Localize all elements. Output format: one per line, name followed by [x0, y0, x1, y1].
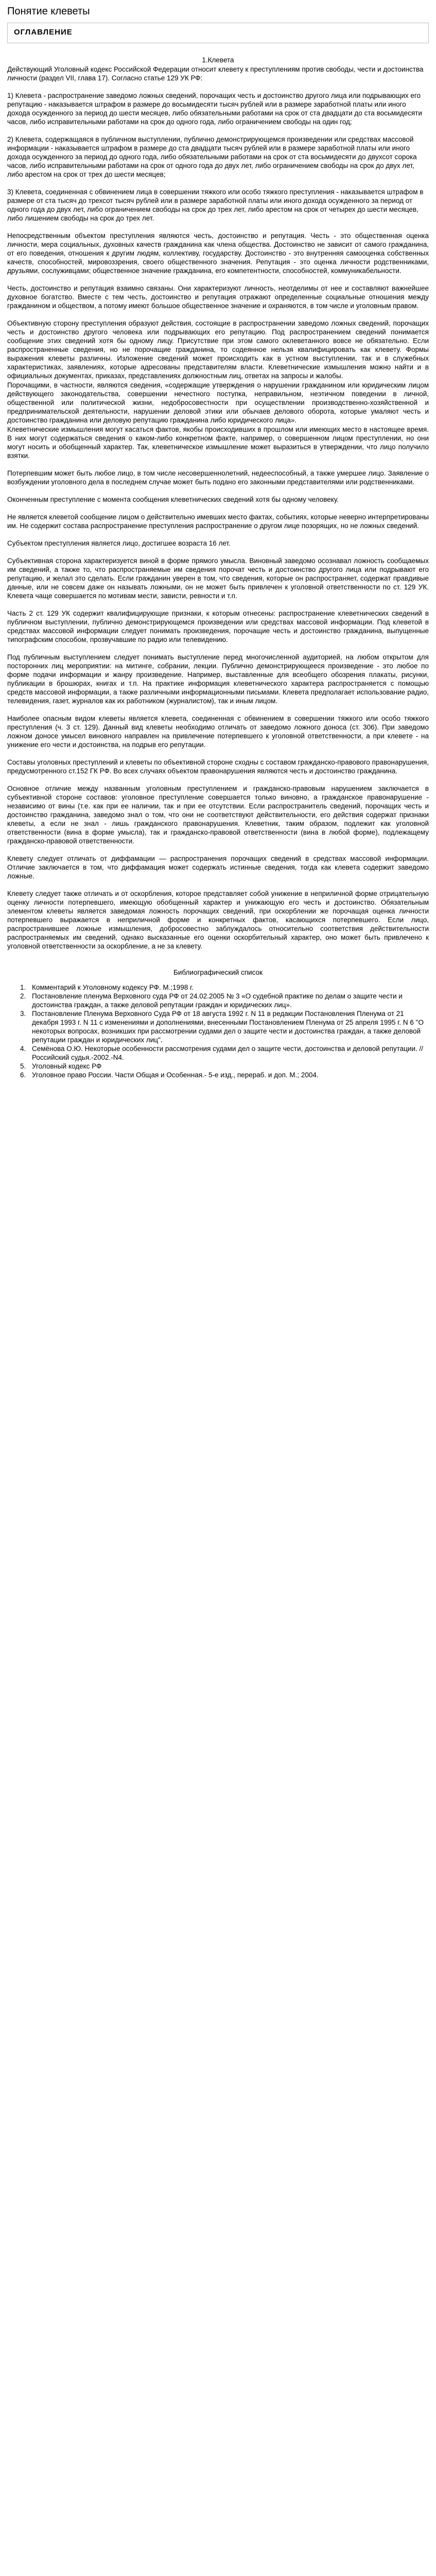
- bibliography-title: Библиографический список: [173, 969, 263, 976]
- intro-paragraph: 3) Клевета, соединенная с обвинением лица в совершении тяжкого или особо тяжкого преступления - наказывается штрафом в размере от ста тысяч до трехсот тысяч рублей или в размере заработной платы или иного дохода осужденного за период от одного года до двух лет, либо ограничением свободы на срок до трех лет, либо арестом на срок от четырех до шести месяцев, либо лишением свободы на срок до трех лет.: [7, 188, 424, 222]
- bibliography-item: 6. Уголовное право России. Части Общая и Особенная.- 5-е изд., перераб. и доп. М.; 2004.: [28, 1071, 429, 1079]
- body-paragraph: Оконченным преступление с момента сообщения клеветнических сведений хотя бы одному человеку.: [7, 496, 339, 503]
- bibliography-item: 5. Уголовный кодекс РФ: [28, 1062, 429, 1071]
- intro-paragraph: 1) Клевета - распространение заведомо ложных сведений, порочащих честь и достоинство другого лица или подрывающих его репутацию - наказывается штрафом в размере до восьмидесяти тысяч рублей или в размере заработной платы или иного дохода осужденного за период до шести месяцев, либо обязательными работами на срок от ста двадцати до ста восьмидесяти часов, либо исправительными работами на срок до одного года, либо ограничением свободы на один год;: [7, 92, 422, 126]
- body-paragraph: Клевету следует отличать от диффамации — распространения порочащих сведений в средствах массовой информации. Отличие заключается в том, что диффамация может содержать истинные сведения, тогда как клевета содержит заведомо ложные.: [7, 855, 429, 880]
- bibliography-item: 4. Семёнова О.Ю. Некоторые особенности рассмотрения судами дел о защите чести, достоинства и деловой репутации. // Российский судья.-2002.-N4.: [28, 1044, 429, 1062]
- bibliography-list: [7, 983, 429, 1079]
- bibliography-item: 3. Постановление Пленума Верховного Суда РФ от 18 августа 1992 г. N 11 в редакции Постановления Пленума от 21 декабря 1993 г. N 11 с изменениями и дополнениями, внесенными Постановлением Пленума от 25 апреля 1995 г. N 6 "О некоторых вопросах, возникших при рассмотрении судами дел о защите чести и достоинства граждан, а также деловой репутации граждан и юридических лиц".: [28, 1009, 429, 1044]
- table-of-contents: [7, 23, 429, 43]
- document-page: [0, 0, 436, 1092]
- section-body: [7, 231, 429, 951]
- toc-heading: ОГЛАВЛЕНИЕ: [14, 28, 73, 37]
- body-paragraph: Наиболее опасным видом клеветы является клевета, соединенная с обвинением в совершении тяжкого или особо тяжкого преступления (ч. 3 ст. 129). Данный вид клеветы необходимо отличать от заведомо ложного доноса (ст. 306). При заведомо ложном доносе умысел виновного направлен на привлечение потерпевшего к уголовной ответственности, а при клевете - на унижение его чести и достоинства, на подрыв его репутации.: [7, 715, 429, 749]
- body-paragraph: Субъектом преступления является лицо, достигшее возраста 16 лет.: [7, 539, 231, 547]
- body-paragraph: Основное отличие между названным уголовным преступлением и гражданско-правовым нарушением заключается в субъективной стороне составов: уголовное преступление совершается только виновно, а гражданское правонарушение - независимо от вины (т.е. как при ее наличии, так и при ее отсутствии. Если распространитель сведений, порочащих честь и достоинство гражданина, заведомо знал о том, что они не соответствуют действительности, его действия содержат признаки клеветы, а если не знал - лишь гражданского правонарушения. Клеветник, таким образом, подлежит как уголовной ответственности (вина в форме умысла), так и гражданско-правовой ответственности (вина в любой форме), подлежащему гражданско-правовой ответственности.: [7, 785, 429, 845]
- body-paragraph: Субъективная сторона характеризуется виной в форме прямого умысла. Виновный заведомо осознавал ложность сообщаемых им сведений, а также то, что распространяемые им сведения порочат честь и достоинство другого лица или подрывают его репутацию, и желал это сделать. Если гражданин уверен в том, что сведения, которые он распространяет, содержат правдивые данные, или не совсем даже он называть ложными, он не может быть привлечен к уголовной ответственности по ст. 129 УК. Клевета чаще совершается по мотивам мести, зависти, ревности и т.п.: [7, 557, 429, 600]
- body-paragraph: Клевету следует также отличать и от оскорбления, которое представляет собой унижение в неприличной форме отрицательную оценку личности потерпевшего, имеющую обобщенный характер и унижающую его честь и достоинство. Обязательным элементом клеветы является заведомая ложность порочащих сведений, при оскорблении же порочащая оценка личности потерпевшего выражается в неприличной форме и конкретных фактов, касающихся потерпевшего. Если лицо, распространившее ложные измышления, добросовестно заблуждалось относительно соответствия действительности распространяемых им сведений, однако высказанные его оценки оскорбительный характер, оно может быть привлечено к уголовной ответственности за оскорбление, а не за клевету.: [7, 890, 429, 950]
- body-paragraph: Потерпевшим может быть любое лицо, в том числе несовершеннолетний, недееспособный, а также умершее лицо. Заявление о возбуждении уголовного дела в последнем случае может быть подано его законными представителями или родственниками.: [7, 469, 429, 486]
- body-paragraph: Объективную сторону преступления образуют действия, состоящие в распространении заведомо ложных сведений, порочащих честь и достоинство другого человека или подрывающих его репутацию. Под распространением сведений понимается сообщение этих сведений хотя бы одному лицу. Присутствие при этом самого оклеветанного вовсе не обязательно. Если распространенные сведения, но не порочащие гражданина, то содеянное нельзя квалифицировать как клевету. Формы выражения клеветы различны. Изложение сведений может происходить как в устном выступлении, так и в служебных характеристиках, заявлениях, которые адресованы представителям власти. Клеветнические измышления можно найти и в официальных документах, приказах, представлениях должностным лиц, ответах на запросы и жалобы.: [7, 319, 429, 380]
- section-heading: 1.Клевета: [202, 56, 234, 64]
- body-paragraph: Порочащими, в частности, являются сведения, «содержащие утверждения о нарушении гражданином или юридическим лицом действующего законодательства, совершении нечестного поступка, неправильном, неэтичном поведении в личной, общественной или политической жизни, недобросовестности при осуществлении производственно-хозяйственной и предпринимательской деятельности, нарушении деловой этики или обычаев делового оборота, которые умаляют честь и достоинство гражданина или деловую репутацию гражданина либо юридического лица».: [7, 381, 429, 424]
- intro-paragraph: 2) Клевета, содержащаяся в публичном выступлении, публично демонстрирующемся произведении или средствах массовой информации - наказывается штрафом в размере до ста двадцати тысяч рублей или в размере заработной платы или иного дохода осужденного за период до одного года, либо обязательными работами на срок от ста восьмидесяти до двухсот сорока часов, либо исправительными работами на срок от одного года до двух лет, либо ограничением свободы на срок до двух лет, либо арестом на срок от трех до шести месяцев;: [7, 135, 417, 178]
- intro-paragraph: Действующий Уголовный кодекс Российской Федерации относит клевету к преступлениям против свободы, чести и достоинства личности (раздел VII, глава 17). Согласно статье 129 УК РФ:: [7, 65, 424, 82]
- bibliography-item: 2. Постановление пленума Верховного суда РФ от 24.02.2005 № 3 «О судебной практике по делам о защите чести и достоинства граждан, а также деловой репутации граждан и юридических лиц».: [28, 992, 429, 1009]
- body-paragraph: Под публичным выступлением следует понимать выступление перед многочисленной аудиторией, на любом открытом для посторонних лиц мероприятии: на митинге, собрании, лекции. Публично демонстрирующееся произведение - это любое по форме подачи информации и жанру произведение. Например, выставленные для всеобщего обозрения плакаты, рисунки, публикации в брошюрах, книгах и т.п. На практике информация клеветнического характера распространяется с помощью средств массовой информации, а также различными информационными письмами. Клевета предполагает использование радио, телевидения, газет, журналов как их работником (журналистом), так и иным лицом.: [7, 653, 429, 705]
- document-title: Понятие клеветы: [7, 6, 90, 17]
- body-paragraph: Часть 2 ст. 129 УК содержит квалифицирующие признаки, к которым отнесены: распространение клеветнических сведений в публичном выступлении, публично демонстрирующемся произведении или средствах массовой информации. Под клеветой в средствах массовой информации следует понимать произведения, порочащие честь и достоинство гражданина, выпущенные типографским способом, прозвучавшие по радио или телевидению.: [7, 609, 429, 643]
- body-paragraph: Не является клеветой сообщение лицом о действительно имевших место фактах, событиях, которые неверно интерпретированы им. Не содержит состава распространение преступления распространение о другом лице позорящих, но не ложных сведений.: [7, 513, 429, 530]
- body-paragraph: Честь, достоинство и репутация взаимно связаны. Они характеризуют личность, неотделимы от нее и составляют важнейшее духовное богатство. Вместе с тем честь, достоинство и репутация отражают определенные социальные отношения между гражданином и обществом, а потому имеют большое общественное значение и охраняются, в том числе и уголовным правом.: [7, 284, 429, 310]
- body-paragraph: Составы уголовных преступлений и клеветы по объективной стороне сходны с составом гражданско-правового правонарушения, предусмотренного ст.152 ГК РФ. Во всех случаях объектом правонарушения являются честь и достоинство гражданина.: [7, 758, 429, 775]
- body-paragraph: Непосредственным объектом преступления являются честь, достоинство и репутация. Честь - это общественная оценка личности, мера социальных, духовных качеств гражданина как члена общества. Достоинство не зависит от самого гражданина, от его поведения, отношения к другим людям, коллективу, государству. Достоинство - это внутренняя самооценка собственных качеств, способностей, мировоззрения, своего общественного значения. Репутация - это оценка личности родственниками, друзьями, сослуживцами; общественное значение гражданина, его компетентности, способностей, коммуникабельности.: [7, 232, 429, 275]
- intro-block: [7, 65, 429, 223]
- bibliography-item: 1. Комментарий к Уголовному кодексу РФ. М.;1998 г.: [28, 983, 429, 992]
- body-paragraph: Клеветнические измышления могут касаться фактов, якобы происходивших в прошлом или имеющих место в настоящее время. В них могут содержаться сведения о каком-либо конкретном факте, например, о совершенном лицом преступлении, но они могут носить и обобщенный характер. Так, клеветническое измышление может выразиться в утверждении, что лицо получило взятки.: [7, 426, 429, 460]
